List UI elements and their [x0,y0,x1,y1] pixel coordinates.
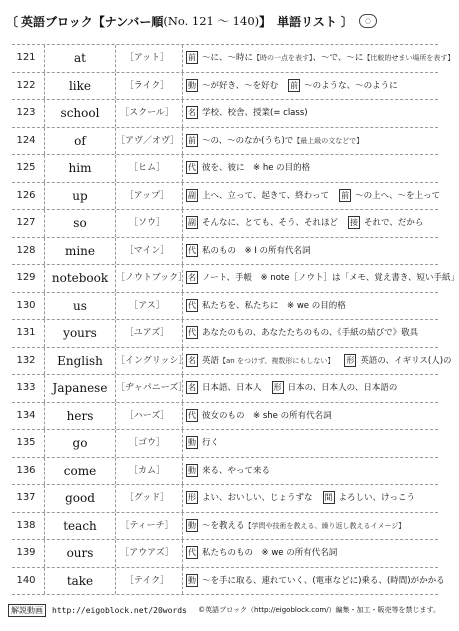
entry-number: 125 [16,162,36,173]
table-row [12,375,438,403]
page-badge-icon: ◌ [359,14,377,28]
pronunciation: ［ユアズ］ [124,328,170,338]
page-subtitle: 単語リスト [277,14,337,29]
part-of-speech-badge: 動 [188,520,196,530]
definition-text: 彼を、彼に ※ he の目的格 [202,163,311,173]
english-word: English [44,348,116,375]
part-of-speech-badge: 形 [346,355,355,365]
definitions [182,293,438,320]
definition-text: ノート、手帳 ※ note［ノウト］は「メモ、覚え書き、短い手紙」 [202,273,459,283]
part-of-speech-badge: 副 [188,218,196,227]
entry-number: 123 [16,107,36,118]
word-table [12,44,459,595]
english-word: Japanese [44,375,116,402]
page-footer [8,603,440,617]
definition-text: 上へ、立って、起きて、終わって [202,190,330,201]
table-row [12,568,445,596]
definition-text: 彼女のもの ※ she の所有代名詞 [202,410,332,421]
part-of-speech-badge: 前 [341,190,350,200]
table-row [12,485,438,513]
english-word: hers [44,403,116,430]
definition-text: 〜を手に取る、連れていく、(電車などに)乗る、(時間)がかかる [202,575,445,586]
definition-text: 〜のような、〜のように [304,80,398,91]
usage-note: 【最上級の文などで】 [293,136,364,145]
definitions [182,45,455,72]
table-row [12,403,438,431]
english-word: take [44,568,116,595]
title-close-bracket: 】 [259,14,272,29]
part-of-speech-badge: 名 [188,383,196,392]
pronunciation: ［ハーズ］ [124,410,170,421]
table-row [12,44,455,73]
part-of-speech-badge: 代 [188,245,196,255]
table-row [12,128,438,156]
part-of-speech-badge: 動 [188,80,196,90]
definitions [182,485,438,512]
definition-text: それで、だから [364,218,424,228]
english-word: mine [44,238,116,265]
entry-number: 121 [16,52,36,63]
definition-text: 私たちを、私たちに ※ we の目的格 [202,300,346,311]
definitions [182,458,438,485]
definitions [182,568,445,595]
header-close-bracket: 〕 [340,14,353,29]
entry-number: 136 [16,464,36,476]
pronunciation: ［アス］ [129,300,165,311]
definition-text: 日本の、日本人の、日本語の [287,383,398,393]
part-of-speech-badge: 名 [188,108,196,117]
definition-text: 〜に、〜時に [202,53,254,63]
pronunciation: ［ソウ］ [128,218,165,228]
pronunciation: ［スクール］ [120,108,174,118]
pronunciation: ［マイン］ [124,245,170,256]
definition-text: 〜の上へ、〜を上って [355,190,441,201]
entry-number: 130 [16,299,36,311]
usage-note: 【an をつけず、複数形にもしない】 [219,356,335,365]
english-word: ours [44,540,116,567]
definitions [182,183,441,210]
entry-number: 122 [16,79,36,91]
pronunciation: ［アウアズ］ [120,548,174,558]
page-header [6,10,441,32]
definitions [182,155,438,182]
video-url-link[interactable]: http://eigoblock.net/20words [52,605,187,615]
english-word: like [44,73,116,100]
pronunciation: ［ティーチ］ [120,520,174,531]
page-title: 英語ブロック【ナンバー順 [21,14,164,29]
part-of-speech-badge: 代 [188,300,196,310]
usage-note: 【時の一点を表す】 [253,54,313,62]
definition-text: 〜の、〜のなか(うち)で [202,135,294,146]
pronunciation: ［グッド］ [124,493,170,503]
definitions [182,265,459,292]
definition-text: 私のもの ※ I の所有代名詞 [202,245,311,256]
usage-note: 【比較的せまい場所を表す】 [363,54,455,62]
table-row [12,458,438,486]
table-row [12,293,438,321]
part-of-speech-badge: 前 [290,80,299,90]
part-of-speech-badge: 間 [324,493,333,502]
table-row [12,183,441,211]
entry-number: 132 [16,354,36,366]
table-row [12,238,438,266]
part-of-speech-badge: 形 [188,493,196,502]
definition-text: あなたのもの、あなたたちのもの、《手紙の結びで》敬具 [202,328,419,338]
english-word: teach [44,513,116,540]
english-word: at [44,45,116,72]
definition-text: 英語の、イギリス(人)の [360,355,452,366]
entry-number: 127 [16,217,36,228]
video-tag: 解説動画 [8,604,46,617]
definition-text: 英語 [202,355,220,366]
definition-text: よい、おいしい、じょうずな [202,493,313,503]
pronunciation: ［アット］ [124,53,170,63]
entry-number: 124 [16,134,36,146]
part-of-speech-badge: 代 [188,328,196,337]
english-word: of [44,128,116,155]
entry-number: 133 [16,382,36,393]
english-word: school [44,100,116,127]
definition-text: そんなに、とても、そう、それほど [202,218,339,228]
entry-number: 131 [16,327,36,338]
definition-text: 来る、やって来る [202,465,271,476]
part-of-speech-badge: 形 [273,383,282,392]
usage-note: 【学問や技術を教える、繰り返し教えるイメージ】 [244,521,406,530]
definitions [182,210,438,237]
definition-text: 行く [202,438,220,448]
definition-text: 私たちのもの ※ we の所有代名詞 [202,548,338,558]
english-word: up [44,183,116,210]
table-row [12,348,452,376]
part-of-speech-badge: 動 [188,438,196,447]
entry-number: 129 [16,272,36,283]
entry-number: 138 [16,519,36,531]
definitions [182,403,438,430]
pronunciation: ［イングリッシ］ [116,355,188,366]
english-word: yours [44,320,116,347]
pronunciation: ［ヂャパニーズ］ [116,383,188,393]
table-row [12,320,438,348]
part-of-speech-badge: 代 [188,163,196,172]
definitions [182,100,438,127]
pronunciation: ［テイク］ [124,575,170,586]
definition-text: 〜が好き、〜を好む [202,80,279,91]
english-word: good [44,485,116,512]
entry-number: 126 [16,189,36,201]
part-of-speech-badge: 前 [188,135,196,145]
definition-text: 〜を教える [202,520,245,531]
definitions [182,128,438,155]
english-word: him [44,155,116,182]
definitions [182,540,438,567]
part-of-speech-badge: 動 [188,575,196,585]
definitions [182,375,438,402]
part-of-speech-badge: 前 [188,53,196,62]
definitions [182,73,438,100]
definitions [182,320,438,347]
table-row [12,155,438,183]
table-row [12,430,438,458]
definition-text: 日本語、日本人 [202,383,262,393]
part-of-speech-badge: 動 [188,465,196,475]
definition-text: 学校、校舎、授業(= class) [202,108,308,118]
pronunciation: ［ライク］ [124,80,170,91]
entry-number: 135 [16,437,36,448]
table-row [12,100,438,128]
table-row [12,210,438,238]
table-row [12,265,459,293]
entry-number: 140 [16,574,36,586]
number-range: (No. 121 〜 140) [163,14,260,28]
definition-text: 、〜で、〜に [312,53,364,63]
part-of-speech-badge: 名 [188,273,196,282]
pronunciation: ［ノウトブック］ [116,273,188,283]
header-open-bracket: 〔 [6,14,19,29]
pronunciation: ［カム］ [128,465,165,476]
part-of-speech-badge: 代 [188,548,196,557]
table-row [12,513,438,541]
table-row [12,73,438,101]
english-word: us [44,293,116,320]
english-word: come [44,458,116,485]
english-word: notebook [44,265,116,292]
table-row [12,540,438,568]
definition-text: よろしい、けっこう [338,493,416,503]
english-word: so [44,210,116,237]
definitions [182,430,438,457]
part-of-speech-badge: 接 [350,218,359,227]
pronunciation: ［アヴ／オヴ］ [116,135,180,146]
pronunciation: ［アップ］ [124,190,170,201]
definitions [182,348,452,375]
entry-number: 139 [16,547,36,558]
english-word: go [44,430,116,457]
definitions [182,513,438,540]
definitions [182,238,438,265]
copyright-notice: ©英語ブロック（http://eigoblock.com/）編集・加工・販売等を禁じます。 [198,606,440,614]
pronunciation: ［ヒム］ [128,163,165,173]
entry-number: 137 [16,492,36,503]
part-of-speech-badge: 代 [188,410,196,420]
pronunciation: ［ゴウ］ [128,438,165,448]
entry-number: 134 [16,409,36,421]
part-of-speech-badge: 副 [188,190,196,200]
part-of-speech-badge: 名 [188,355,196,365]
entry-number: 128 [16,244,36,256]
